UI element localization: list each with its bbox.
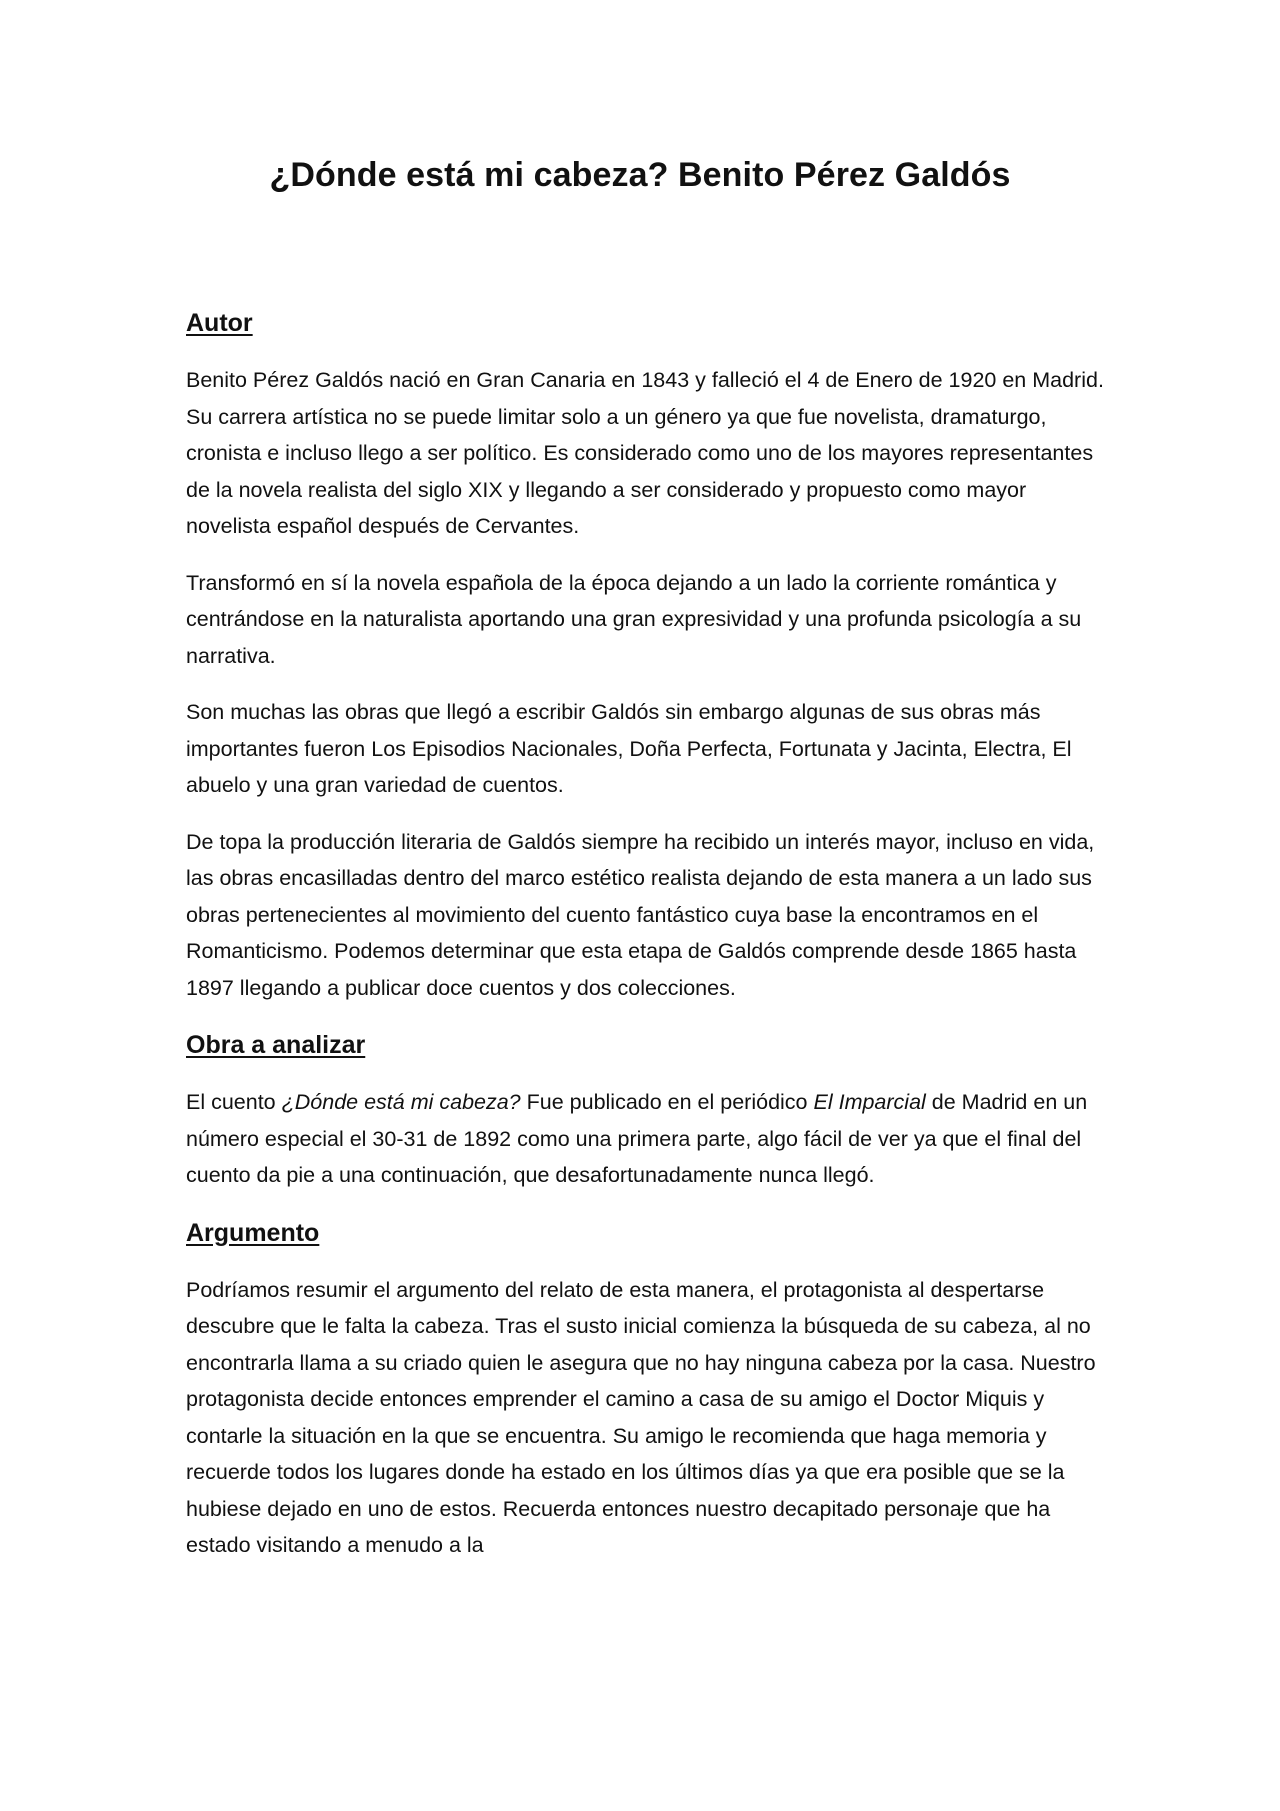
document-title: ¿Dónde está mi cabeza? Benito Pérez Galdós [269,156,1011,194]
paragraph: De topa la producción literaria de Galdós siempre ha recibido un interés mayor, incluso en vida, las obras encasilladas dentro del marco estético realista dejando de esta manera a un lado sus obras pertenecientes al movimiento del cuento fantástico cuya base la encontramos en el Romanticismo. Podemos determinar que esta etapa de Galdós comprende desde 1865 hasta 1897 llegando a publicar doce cuentos y dos colecciones. [186,829,1095,1000]
section-obra [186,1028,1106,1194]
section-heading-autor: Autor [186,309,253,337]
section-heading-argumento: Argumento [186,1218,320,1247]
paragraph: Podríamos resumir el argumento del relato de esta manera, el protagonista al despertarse descubre que le falta la cabeza. Tras el susto inicial comienza la búsqueda de su cabeza, al no encontrarla llama a su criado quien le asegura que no hay ninguna cabeza por la casa. Nuestro protagonista decide entonces emprender el camino a casa de su amigo el Doctor Miquis y contarle la situación en la que se encuentra. Su amigo le recomienda que haga memoria y recuerde todos los lugares donde ha estado en los últimos días ya que era posible que se la hubiese dejado en uno de estos. Recuerda entonces nuestro decapitado personaje que ha estado visitando a menudo a la [186,1277,1096,1557]
text-span: Fue publicado en el periódico [520,1090,814,1114]
section-autor [186,306,1106,1006]
section-argumento [186,1216,1106,1564]
paragraph: Son muchas las obras que llegó a escribir Galdós sin embargo algunas de sus obras más importantes fueron Los Episodios Nacionales, Doña Perfecta, Fortunata y Jacinta, Electra, El abuelo y una gran variedad de cuentos. [186,700,1072,797]
text-span: El cuento [186,1090,282,1114]
paragraph: Transformó en sí la novela española de la época dejando a un lado la corriente romántica y centrándose en la naturalista aportando una gran expresividad y una profunda psicología a su narrativa. [186,570,1082,668]
document-body [186,306,1106,1584]
text-span: de Madrid en un número especial el 30-31 de 1892 como una primera parte, algo fácil de ver ya que el final del cuento da pie a una continuación, que desafortunadamente nunca llegó. [186,1090,1088,1187]
newspaper-title: El Imparcial [813,1090,926,1114]
work-title: ¿Dónde está mi cabeza? [281,1090,521,1114]
paragraph: Benito Pérez Galdós nació en Gran Canaria en 1843 y falleció el 4 de Enero de 1920 en Madrid. Su carrera artística no se puede limitar solo a un género ya que fue novelista, dramaturgo, cronista e incluso llego a ser político. Es considerado como uno de los mayores representantes de la novela realista del siglo XIX y llegando a ser considerado y propuesto como mayor novelista español después de Cervantes. [186,368,1104,538]
paragraph [186,1084,1106,1194]
section-heading-obra: Obra a analizar [186,1031,366,1059]
